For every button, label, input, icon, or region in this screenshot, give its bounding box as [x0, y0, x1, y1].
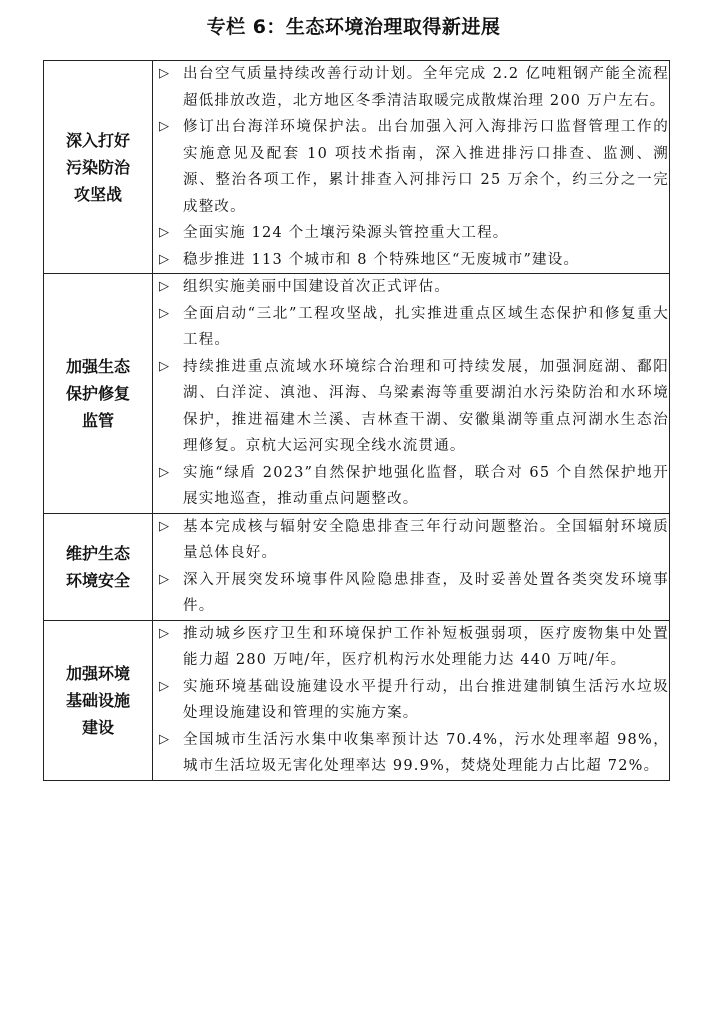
table-row [44, 513, 670, 620]
bullet-arrow-icon: ▷ [159, 66, 171, 81]
bullet-arrow-icon: ▷ [159, 305, 171, 321]
list-item [153, 674, 669, 727]
list-item [153, 114, 669, 220]
item-text: 持续推进重点流域水环境综合治理和可持续发展，加强洞庭湖、鄱阳湖、白洋淀、滇池、洱海、乌梁素海等重要湖泊水污染防治和水环境保护，推进福建木兰溪、吉林查干湖、安徽巢湖等重点河湖水生态治理修复。京杭大运河实现全线水流贯通。 [183, 358, 669, 454]
bullet-arrow-icon: ▷ [159, 279, 171, 294]
item-text: 全面启动“三北”工程攻坚战，扎实推进重点区域生态保护和修复重大工程。 [183, 305, 669, 348]
item-text: 稳步推进 113 个城市和 8 个特殊地区“无废城市”建设。 [183, 251, 580, 268]
bullet-arrow-icon: ▷ [159, 251, 171, 267]
item-text: 基本完成核与辐射安全隐患排查三年行动问题整治。全国辐射环境质量总体良好。 [183, 518, 669, 561]
items-cell [153, 513, 670, 620]
item-text: 组织实施美丽中国建设首次正式评估。 [183, 279, 450, 295]
bullet-arrow-icon: ▷ [159, 119, 171, 134]
table-row [44, 61, 670, 274]
list-item [153, 61, 669, 114]
list-item [153, 567, 669, 620]
item-text: 实施“绿盾 2023”自然保护地强化监督，联合对 65 个自然保护地开展实地巡查，推动重点问题整改。 [183, 464, 669, 507]
category-cell [44, 513, 153, 620]
list-item [153, 460, 669, 513]
items-cell [153, 274, 670, 514]
category-cell [44, 61, 153, 274]
item-text: 出台空气质量持续改善行动计划。全年完成 2.2 亿吨粗钢产能全流程超低排放改造，北方地区冬季清洁取暖完成散煤治理 200 万户左右。 [183, 66, 669, 109]
bullet-arrow-icon: ▷ [159, 731, 171, 747]
items-cell [153, 61, 670, 274]
bullet-arrow-icon: ▷ [159, 571, 171, 587]
item-text: 深入开展突发环境事件风险隐患排查，及时妥善处置各类突发环境事件。 [183, 571, 669, 614]
category-cell [44, 274, 153, 514]
item-text: 推动城乡医疗卫生和环境保护工作补短板强弱项，医疗废物集中处置能力超 280 万吨/年，医疗机构污水处理能力达 440 万吨/年。 [183, 625, 669, 668]
bullet-arrow-icon: ▷ [159, 464, 171, 480]
bullet-arrow-icon: ▷ [159, 225, 171, 240]
table-row [44, 274, 670, 514]
item-text: 修订出台海洋环境保护法。出台加强入河入海排污口监督管理工作的实施意见及配套 10 项技术指南，深入推进排污口排查、监测、溯源、整治各项工作，累计排查入河排污口 25 万余个，约三分之一完成整改。 [183, 119, 669, 215]
bullet-arrow-icon: ▷ [159, 678, 171, 694]
list-item [153, 247, 669, 274]
category-label: 深入打好污染防治攻坚战 [65, 130, 130, 204]
items-cell [153, 620, 670, 780]
list-item [153, 621, 669, 674]
category-label: 加强生态保护修复监管 [65, 356, 130, 430]
list-item [153, 354, 669, 460]
list-item [153, 274, 669, 301]
bullet-arrow-icon: ▷ [159, 518, 171, 534]
category-label: 加强环境基础设施建设 [65, 663, 130, 737]
page-title: 专栏 6：生态环境治理取得新进展 [206, 16, 501, 38]
table-row [44, 620, 670, 780]
bullet-arrow-icon: ▷ [159, 625, 171, 641]
item-text: 全面实施 124 个土壤污染源头管控重大工程。 [183, 225, 509, 241]
item-text: 全国城市生活污水集中收集率预计达 70.4%，污水处理率超 98%，城市生活垃圾无害化处理率达 99.9%，焚烧处理能力占比超 72%。 [183, 731, 669, 774]
item-text: 实施环境基础设施建设水平提升行动，出台推进建制镇生活污水垃圾处理设施建设和管理的实施方案。 [183, 678, 669, 721]
progress-table [43, 60, 670, 781]
list-item [153, 514, 669, 567]
bullet-arrow-icon: ▷ [159, 358, 171, 374]
list-item [153, 301, 669, 354]
category-cell [44, 620, 153, 780]
list-item [153, 727, 669, 780]
list-item [153, 220, 669, 247]
category-label: 维护生态环境安全 [65, 543, 130, 590]
